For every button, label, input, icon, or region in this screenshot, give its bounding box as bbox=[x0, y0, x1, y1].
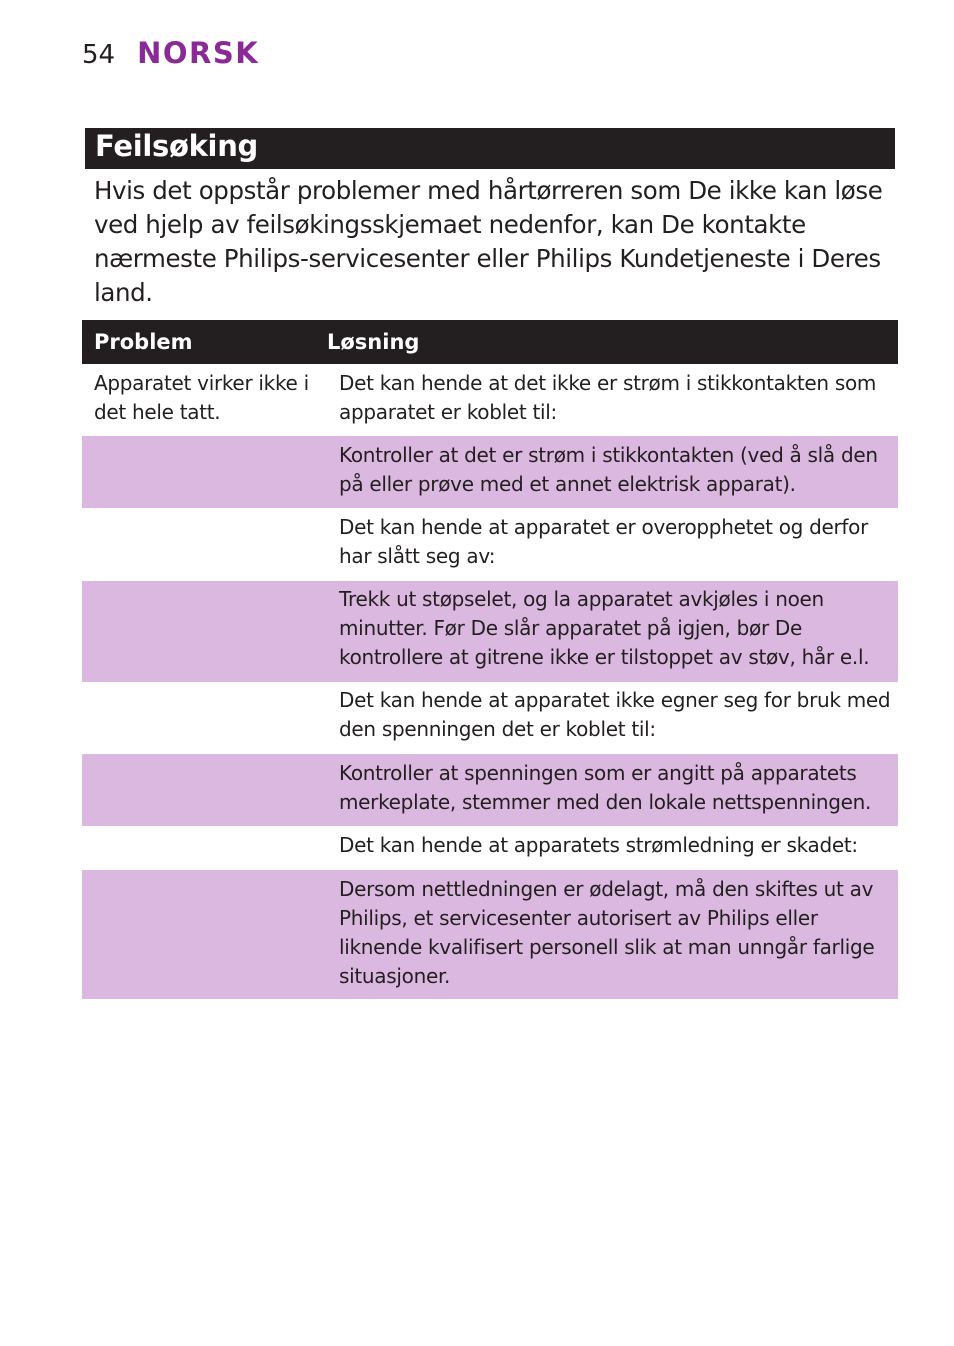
section-title: Feilsøking bbox=[95, 129, 258, 163]
problem-cell bbox=[82, 585, 339, 682]
solution-cell: Det kan hende at apparatet er overopphetet og derfor har slått seg av: bbox=[339, 515, 869, 568]
section-title-bar bbox=[85, 128, 895, 169]
page-number: 54 bbox=[82, 40, 116, 70]
language-heading: NORSK bbox=[137, 36, 260, 70]
table-row bbox=[82, 682, 898, 754]
problem-cell: Apparatet virker ikke i det hele tatt. bbox=[94, 371, 309, 424]
table-header-row bbox=[82, 320, 898, 364]
solution-cell: Trekk ut støpselet, og la apparatet avkjøles i noen minutter. Før De slår apparatet på igjen, bør De kontrollere at gitrene ikke er tilstoppet av støv, hår e.l. bbox=[339, 587, 870, 669]
solution-cell: Det kan hende at apparatets strømledning er skadet: bbox=[339, 833, 858, 857]
solution-cell: Dersom nettledningen er ødelagt, må den skiftes ut av Philips, et servicesenter autorisert av Philips eller liknende kvalifisert personell slik at man unngår farlige situasjoner. bbox=[339, 877, 875, 988]
table-row bbox=[82, 581, 898, 682]
table-row bbox=[82, 364, 898, 436]
problem-cell bbox=[82, 686, 339, 754]
table-row bbox=[82, 508, 898, 581]
table-row bbox=[82, 826, 898, 870]
page-header bbox=[82, 36, 259, 72]
problem-cell bbox=[82, 513, 339, 581]
table-row bbox=[82, 870, 898, 999]
problem-cell bbox=[82, 831, 339, 870]
column-header-problem: Problem bbox=[94, 330, 193, 354]
table-row bbox=[82, 754, 898, 826]
problem-cell bbox=[82, 875, 339, 999]
solution-cell: Det kan hende at det ikke er strøm i stikkontakten som apparatet er koblet til: bbox=[339, 371, 877, 424]
troubleshooting-table bbox=[82, 320, 898, 999]
solution-cell: Kontroller at spenningen som er angitt på apparatets merkeplate, stemmer med den lokale nettspenningen. bbox=[339, 761, 872, 814]
column-header-solution: Løsning bbox=[327, 330, 420, 354]
intro-paragraph: Hvis det oppstår problemer med hårtørreren som De ikke kan løse ved hjelp av feilsøkingsskjemaet nedenfor, kan De kontakte nærmeste Philips-servicesenter eller Philips Kundetjeneste i Deres land. bbox=[94, 176, 883, 307]
problem-cell bbox=[82, 759, 339, 826]
table-row bbox=[82, 436, 898, 508]
solution-cell: Det kan hende at apparatet ikke egner seg for bruk med den spenningen det er koblet til: bbox=[339, 688, 891, 741]
solution-cell: Kontroller at det er strøm i stikkontakten (ved å slå den på eller prøve med et annet elektrisk apparat). bbox=[339, 443, 878, 496]
problem-cell bbox=[82, 441, 339, 508]
